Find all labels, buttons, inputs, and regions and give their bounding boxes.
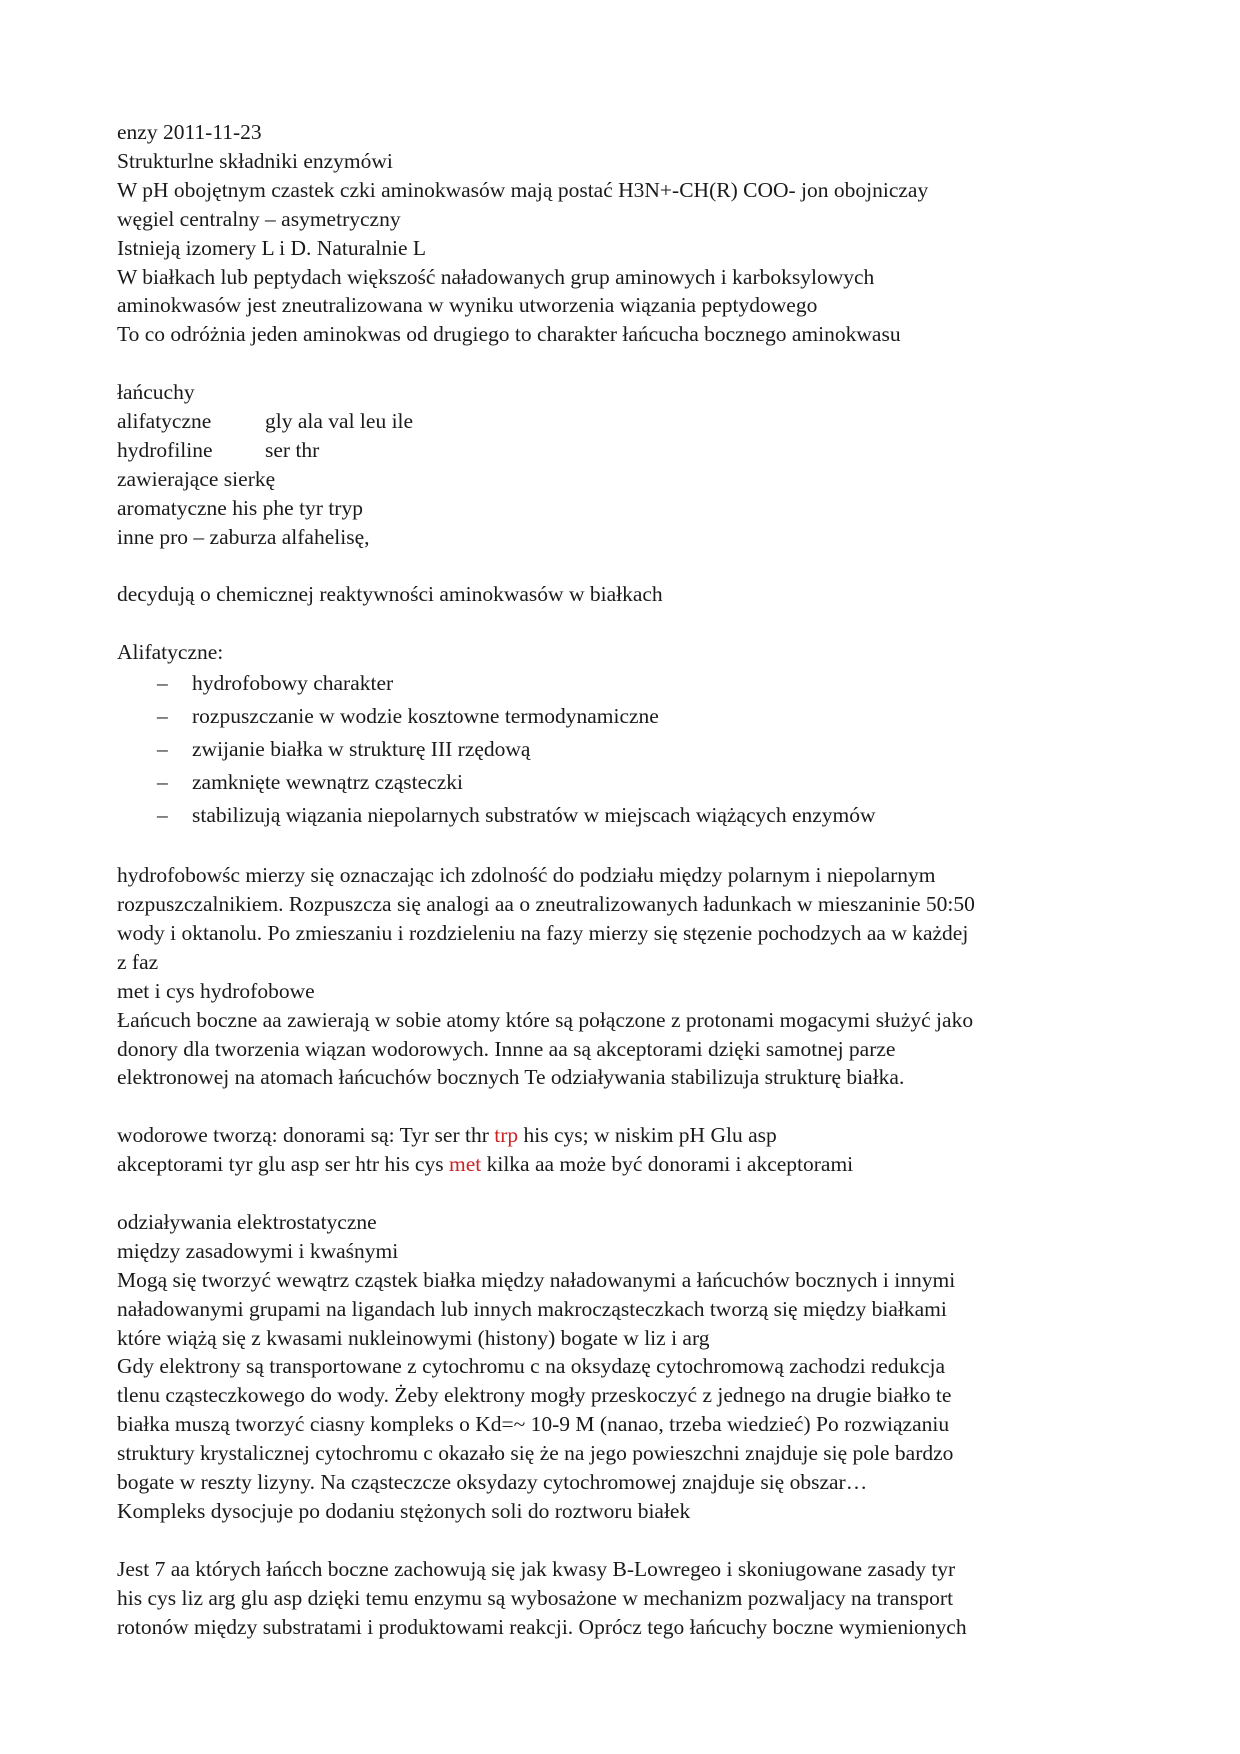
final-paragraph: [117, 1555, 1127, 1642]
list-item-text: rozpuszczanie w wodzie kosztowne termodynamiczne: [192, 704, 659, 729]
intro-paragraph: [117, 176, 1127, 349]
chain-row: [117, 436, 1127, 465]
header-line: enzy 2011-11-23: [117, 120, 262, 144]
intro-line: W białkach lub peptydach większość naładowanych grup aminowych i karboksylowych: [117, 264, 875, 289]
hydrophobicity-paragraph: [117, 861, 1127, 1092]
document-title: Strukturlne składniki enzymówi: [117, 148, 393, 173]
list-item: [117, 700, 1127, 733]
list-item-text: zamknięte wewnątrz cząsteczki: [192, 770, 463, 795]
paragraph-line: z faz: [117, 949, 159, 974]
paragraph-line: między zasadowymi i kwaśnymi: [117, 1238, 399, 1263]
list-item: [117, 799, 1127, 832]
blank-line: [117, 1179, 1127, 1208]
blank-line: [117, 1526, 1127, 1555]
reactivity-line: decydują o chemicznej reaktywności aminokwasów w białkach: [117, 582, 663, 607]
highlighted-text: met: [448, 1152, 482, 1177]
paragraph-line: hydrofobowśc mierzy się oznaczając ich zdolność do podziału między polarnym i niepolarnym: [117, 863, 936, 888]
chain-line: inne pro – zaburza alfahelisę,: [117, 524, 370, 549]
chain-members: gly ala val leu ile: [265, 409, 414, 434]
hydrogen-acceptors-line: [117, 1150, 1127, 1179]
chain-line: aromatyczne his phe tyr tryp: [117, 495, 363, 520]
dash-marker: –: [157, 737, 168, 762]
list-item: [117, 667, 1127, 700]
list-item-text: stabilizują wiązania niepolarnych substratów w miejscach wiążących enzymów: [192, 803, 876, 828]
paragraph-line: donory dla tworzenia wiązan wodorowych. Innne aa są akceptorami dzięki samotnej parze: [117, 1036, 896, 1061]
paragraph-line: Gdy elektrony są transportowane z cytochromu c na oksydazę cytochromową zachodzi redukcja: [117, 1354, 946, 1379]
chains-heading: łańcuchy: [117, 380, 195, 405]
paragraph-line: met i cys hydrofobowe: [117, 978, 315, 1003]
intro-line: aminokwasów jest zneutralizowana w wyniku utworzenia wiązania peptydowego: [117, 293, 818, 318]
paragraph-line: Kompleks dysocjuje po dodaniu stężonych soli do roztworu białek: [117, 1498, 691, 1523]
intro-line: węgiel centralny – asymetryczny: [117, 206, 401, 231]
paragraph-line: wody i oktanolu. Po zmieszaniu i rozdzieleniu na fazy mierzy się stęzenie pochodzych aa w każdej: [117, 920, 969, 945]
chains-section: [117, 378, 1127, 551]
blank-line: [117, 552, 1127, 581]
text-run: his cys; w niskim pH Glu asp: [518, 1123, 777, 1148]
aliphatic-list: [117, 667, 1127, 832]
paragraph-line: rozpuszczalnikiem. Rozpuszcza się analogi aa o zneutralizowanych ładunkach w mieszaninie 50:50: [117, 891, 975, 916]
paragraph-line: tlenu cząsteczkowego do wody. Żeby elektrony mogły przeskoczyć z jednego na drugie białko te: [117, 1383, 952, 1408]
paragraph-line: Mogą się tworzyć wewątrz cząstek białka między naładowanymi a łańcuchów bocznych i innymi: [117, 1267, 956, 1292]
blank-line: [117, 832, 1127, 861]
intro-line: To co odróżnia jeden aminokwas od drugiego to charakter łańcucha bocznego aminokwasu: [117, 322, 901, 347]
hydrogen-bonds-paragraph: [117, 1121, 1127, 1179]
paragraph-line: które wiążą się z kwasami nukleinowymi (histony) bogate w liz i arg: [117, 1325, 710, 1350]
paragraph-line: bogate w reszty lizyny. Na cząsteczcze oksydazy cytochromowej znajduje się obszar…: [117, 1470, 868, 1495]
hydrogen-donors-line: [117, 1121, 1127, 1150]
paragraph-line: struktury krystalicznej cytochromu c okazało się że na jego powieszchni znajduje się pole bardzo: [117, 1441, 954, 1466]
list-item-text: hydrofobowy charakter: [192, 671, 394, 696]
paragraph-line: Jest 7 aa których łańcch boczne zachowują się jak kwasy B-Lowregeo i skoniugowane zasady tyr: [117, 1556, 956, 1581]
chain-members: ser thr: [265, 437, 320, 462]
dash-marker: –: [157, 803, 168, 828]
intro-line: Istnieją izomery L i D. Naturalnie L: [117, 235, 427, 260]
aliphatic-heading: Alifatyczne:: [117, 640, 224, 665]
electrostatic-paragraph: [117, 1208, 1127, 1526]
chain-row: [117, 407, 1127, 436]
paragraph-line: his cys liz arg glu asp dzięki temu enzymu są wybosażone w mechanizm pozwaljacy na transport: [117, 1585, 954, 1610]
document-body: [117, 118, 1127, 1641]
intro-line: W pH obojętnym czastek czki aminokwasów mają postać H3N+-CH(R) COO- jon obojniczay: [117, 177, 929, 202]
text-run: kilka aa może być donorami i akceptorami: [481, 1152, 854, 1177]
chain-line: zawierające sierkę: [117, 466, 276, 491]
text-run: akceptorami tyr glu asp ser htr his cys: [117, 1152, 449, 1177]
list-item: [117, 766, 1127, 799]
blank-line: [117, 1092, 1127, 1121]
dash-marker: –: [157, 671, 168, 696]
paragraph-line: rotonów między substratami i produktowami reakcji. Oprócz tego łańcuchy boczne wymienionych: [117, 1614, 967, 1639]
paragraph-line: Łańcuch boczne aa zawierają w sobie atomy które są połączone z protonami mogacymi służyć jako: [117, 1007, 974, 1032]
blank-line: [117, 609, 1127, 638]
paragraph-line: odziaływania elektrostatyczne: [117, 1209, 377, 1234]
list-item-text: zwijanie białka w strukturę III rzędową: [192, 737, 531, 762]
dash-marker: –: [157, 704, 168, 729]
chain-name: hydrofiline: [117, 437, 213, 462]
highlighted-text: trp: [494, 1123, 519, 1148]
dash-marker: –: [157, 770, 168, 795]
paragraph-line: naładowanymi grupami na ligandach lub innych makrocząsteczkach tworzą się między białkami: [117, 1296, 947, 1321]
chain-name: alifatyczne: [117, 409, 212, 434]
list-item: [117, 733, 1127, 766]
blank-line: [117, 349, 1127, 378]
paragraph-line: białka muszą tworzyć ciasny kompleks o Kd=~ 10-9 M (nanao, trzeba wiedzieć) Po rozwiązaniu: [117, 1412, 950, 1437]
paragraph-line: elektronowej na atomach łańcuchów bocznych Te odziaływania stabilizuja strukturę białka.: [117, 1065, 905, 1090]
text-run: wodorowe tworzą: donorami są: Tyr ser thr: [117, 1123, 495, 1148]
